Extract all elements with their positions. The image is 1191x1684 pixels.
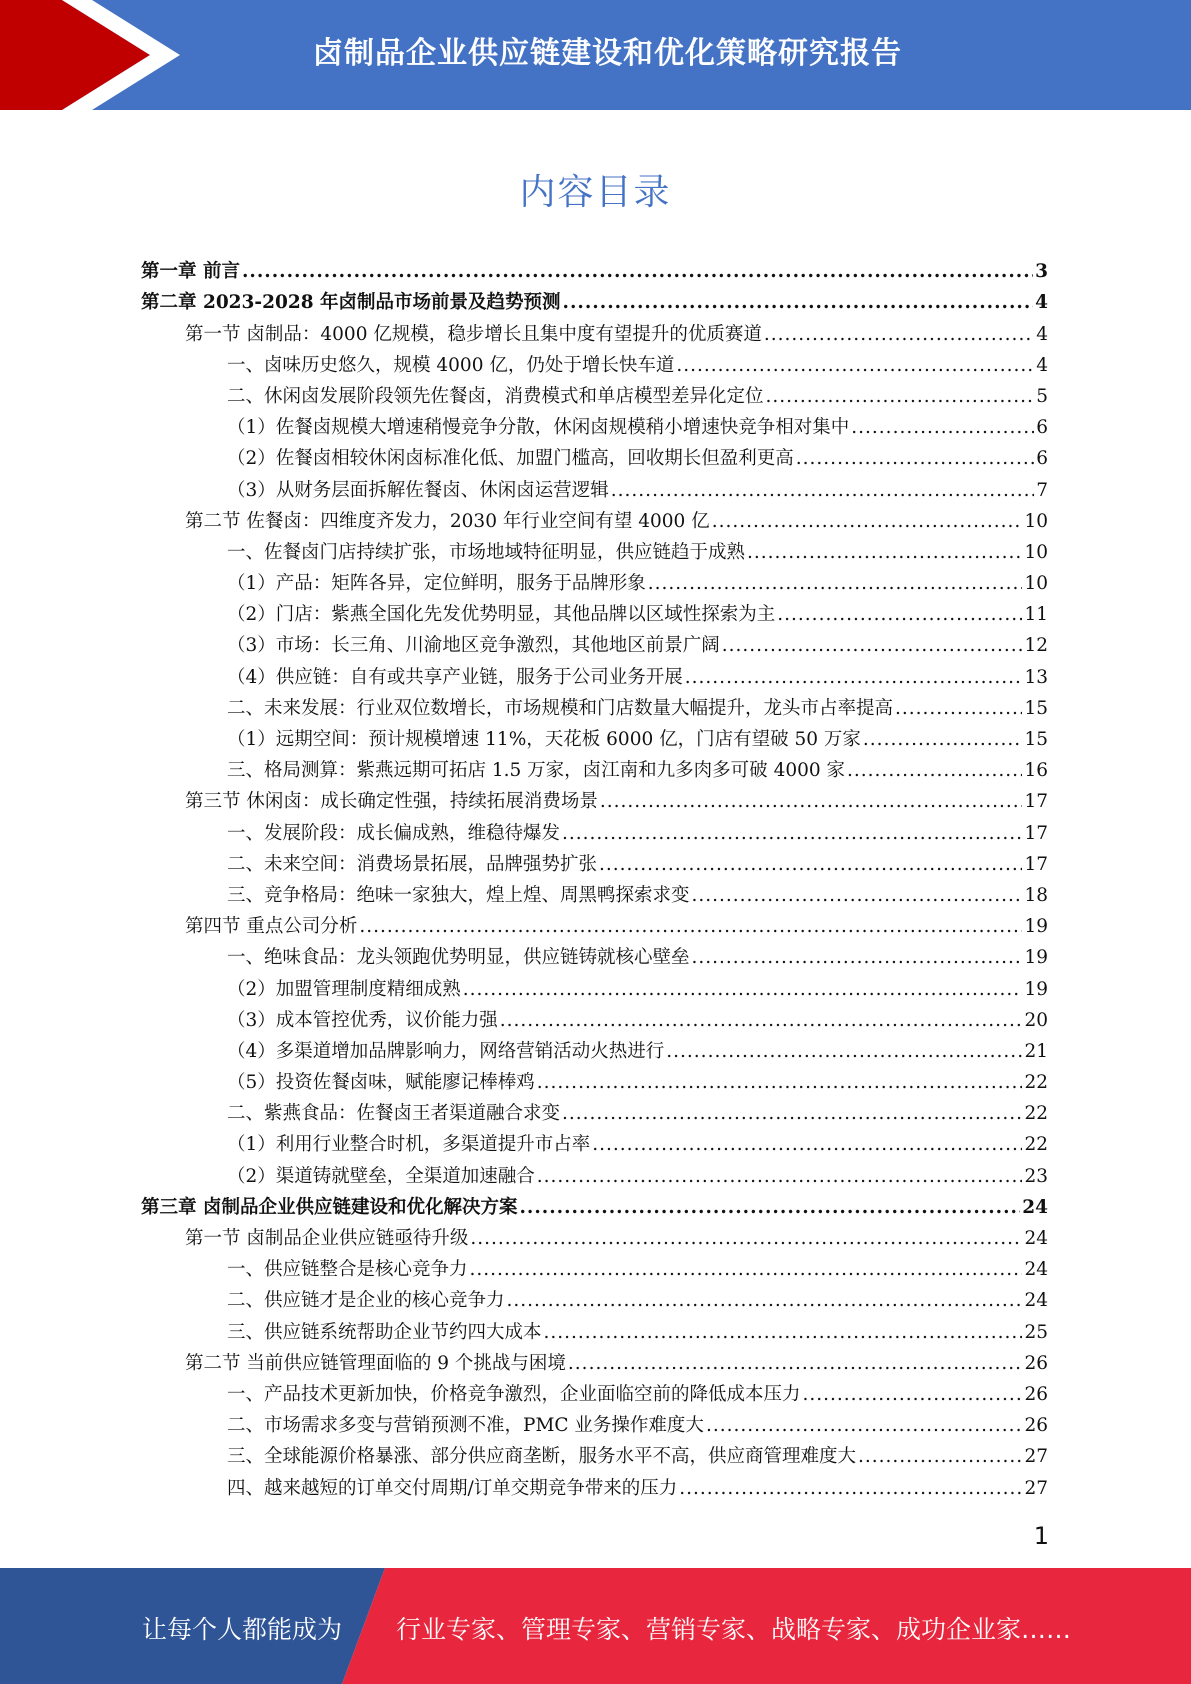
- toc-entry[interactable]: [141, 1281, 1048, 1312]
- toc-entry-text: （2）佐餐卤相较休闲卤标准化低、加盟门槛高，回收期长但盈利更高: [227, 448, 794, 470]
- toc-entry[interactable]: [141, 1250, 1048, 1281]
- toc-dot-leader: [599, 854, 1022, 876]
- toc-entry[interactable]: [141, 1375, 1048, 1406]
- toc-entry-text: 二、市场需求多变与营销预测不准，PMC 业务操作难度大: [227, 1415, 704, 1437]
- toc-entry[interactable]: [141, 1406, 1048, 1437]
- toc-dot-leader: [706, 1415, 1023, 1437]
- toc-entry-text: （3）成本管控优秀，议价能力强: [227, 1009, 498, 1031]
- toc-entry-page: 4: [1035, 292, 1048, 314]
- toc-entry-page: 6: [1036, 417, 1048, 439]
- toc-dot-leader: [692, 885, 1023, 907]
- toc-entry-page: 25: [1024, 1321, 1048, 1343]
- toc-entry-text: 一、佐餐卤门店持续扩张，市场地域特征明显，供应链趋于成熟: [227, 541, 746, 563]
- toc-dot-leader: [507, 1290, 1023, 1312]
- toc-dot-leader: [666, 1041, 1022, 1063]
- toc-entry-page: 24: [1024, 1290, 1048, 1312]
- footer-slogan-left: 让每个人都能成为: [142, 1615, 343, 1644]
- toc-entry-page: 10: [1024, 541, 1048, 563]
- toc-dot-leader: [712, 511, 1023, 533]
- toc-entry-page: 27: [1024, 1446, 1048, 1468]
- toc-entry[interactable]: [141, 1001, 1048, 1032]
- toc-entry-text: 一、卤味历史悠久，规模 4000 亿，仍处于增长快车道: [227, 354, 675, 376]
- toc-entry-text: 第二章 2023-2028 年卤制品市场前景及趋势预测: [141, 292, 561, 314]
- toc-entry-page: 19: [1024, 947, 1048, 969]
- toc-entry-page: 21: [1024, 1040, 1048, 1062]
- toc-entry-page: 10: [1024, 510, 1048, 532]
- toc-entry-page: 13: [1024, 666, 1048, 688]
- toc-dot-leader: [648, 573, 1023, 595]
- toc-entry-page: 26: [1024, 1352, 1048, 1374]
- toc-entry-text: 第二节 佐餐卤：四维度齐发力，2030 年行业空间有望 4000 亿: [185, 510, 710, 532]
- toc-entry-text: 第三章 卤制品企业供应链建设和优化解决方案: [141, 1196, 518, 1218]
- toc-entry-text: （1）利用行业整合时机，多渠道提升市占率: [227, 1134, 591, 1156]
- toc-dot-leader: [563, 292, 1034, 314]
- toc-dot-leader: [470, 1259, 1023, 1281]
- toc-entry[interactable]: [141, 1063, 1048, 1094]
- toc-entry-page: 22: [1024, 1103, 1048, 1125]
- toc-entry-text: 二、休闲卤发展阶段领先佐餐卤，消费模式和单店模型差异化定位: [227, 385, 764, 407]
- toc-entry[interactable]: [141, 907, 1048, 938]
- toc-entry-text: 三、供应链系统帮助企业节约四大成本: [227, 1321, 542, 1343]
- toc-entry-text: （3）市场：长三角、川渝地区竞争激烈，其他地区前景广阔: [227, 635, 720, 657]
- toc-entry-page: 24: [1024, 1228, 1048, 1249]
- toc-entry-page: 7: [1036, 479, 1048, 501]
- toc-entry-text: 三、全球能源价格暴涨、部分供应商垄断，服务水平不高，供应商管理难度大: [227, 1446, 857, 1468]
- toc-entry[interactable]: [141, 1094, 1048, 1125]
- toc-entry-page: 19: [1024, 916, 1048, 938]
- toc-entry-text: 二、未来发展：行业双位数增长，市场规模和门店数量大幅提升，龙头市占率提高: [227, 697, 894, 719]
- toc-dot-leader: [562, 1103, 1022, 1125]
- toc-dot-leader: [470, 1228, 1022, 1250]
- toc-entry-page: 4: [1036, 354, 1048, 376]
- toc-entry-page: 19: [1024, 978, 1048, 1000]
- toc-entry[interactable]: [141, 408, 1048, 439]
- toc-entry-page: 17: [1024, 822, 1048, 844]
- page-number: 1: [1033, 1522, 1049, 1550]
- toc-entry-text: 三、格局测算：紫燕远期可拓店 1.5 万家，卤江南和九多肉多可破 4000 家: [227, 760, 846, 782]
- toc-entry-page: 5: [1036, 385, 1048, 407]
- toc-dot-leader: [463, 979, 1023, 1001]
- toc-entry[interactable]: [141, 751, 1048, 782]
- toc-entry[interactable]: [141, 470, 1048, 501]
- toc-dot-leader: [747, 542, 1022, 564]
- toc-entry-page: 22: [1024, 1134, 1048, 1156]
- toc-entry-text: （3）从财务层面拆解佐餐卤、休闲卤运营逻辑: [227, 479, 609, 501]
- toc-entry-text: 一、供应链整合是核心竞争力: [227, 1259, 468, 1281]
- toc-dot-leader: [796, 448, 1034, 470]
- toc-entry[interactable]: [141, 1188, 1048, 1219]
- toc-entry[interactable]: [141, 377, 1048, 408]
- toc-entry-text: （2）渠道铸就壁垒，全渠道加速融合: [227, 1165, 535, 1187]
- toc-entry-text: 第四节 重点公司分析: [185, 916, 358, 938]
- toc-entry-text: （5）投资佐餐卤味，赋能廖记棒棒鸡: [227, 1072, 535, 1094]
- toc-entry[interactable]: [141, 876, 1048, 907]
- toc-entry[interactable]: [141, 595, 1048, 626]
- toc-entry-page: 26: [1024, 1383, 1048, 1405]
- toc-dot-leader: [519, 1197, 1020, 1219]
- toc-entry-text: （4）供应链：自有或共享产业链，服务于公司业务开展: [227, 666, 683, 688]
- toc-entry[interactable]: [141, 283, 1048, 314]
- toc-dot-leader: [537, 1166, 1023, 1188]
- toc-dot-leader: [242, 261, 1033, 283]
- toc-entry[interactable]: [141, 1219, 1048, 1250]
- toc-entry-text: 二、未来空间：消费场景拓展，品牌强势扩张: [227, 853, 598, 875]
- toc-entry[interactable]: [141, 1312, 1048, 1343]
- toc-entry[interactable]: [141, 346, 1048, 377]
- toc-dot-leader: [777, 604, 1022, 626]
- toc-entry[interactable]: [141, 252, 1048, 283]
- toc-entry[interactable]: [141, 657, 1048, 688]
- toc-dot-leader: [359, 916, 1022, 938]
- toc-entry[interactable]: [141, 564, 1048, 595]
- toc-entry[interactable]: [141, 1437, 1048, 1468]
- toc-entry-page: 10: [1024, 573, 1048, 595]
- toc-dot-leader: [764, 324, 1034, 346]
- toc-entry-text: 第一节 卤制品：4000 亿规模，稳步增长且集中度有望提升的优质赛道: [185, 323, 762, 345]
- toc-entry-text: （4）多渠道增加品牌影响力，网络营销活动火热进行: [227, 1040, 665, 1062]
- toc-entry-text: 一、发展阶段：成长偏成熟，维稳待爆发: [227, 822, 561, 844]
- table-of-contents: [141, 252, 1048, 1500]
- toc-dot-leader: [863, 729, 1023, 751]
- toc-entry[interactable]: [141, 533, 1048, 564]
- toc-dot-leader: [568, 1353, 1023, 1375]
- toc-entry[interactable]: [141, 938, 1048, 969]
- toc-dot-leader: [895, 698, 1022, 720]
- toc-entry-page: 17: [1024, 853, 1048, 875]
- toc-entry-text: （2）门店：紫燕全国化先发优势明显，其他品牌以区域性探索为主: [227, 604, 776, 626]
- toc-entry-page: 3: [1035, 261, 1048, 283]
- toc-entry[interactable]: [141, 626, 1048, 657]
- toc-entry-page: 17: [1024, 791, 1048, 813]
- toc-entry-page: 4: [1036, 323, 1048, 345]
- toc-entry[interactable]: [141, 782, 1048, 813]
- toc-entry-page: 6: [1036, 448, 1048, 470]
- toc-entry[interactable]: [141, 845, 1048, 876]
- toc-entry-text: （1）远期空间：预计规模增速 11%，天花板 6000 亿，门店有望破 50 万家: [227, 729, 861, 750]
- toc-dot-leader: [679, 1478, 1022, 1500]
- toc-dot-leader: [685, 667, 1023, 689]
- toc-entry[interactable]: [141, 969, 1048, 1000]
- toc-entry-page: 16: [1024, 760, 1048, 782]
- toc-entry-page: 12: [1024, 635, 1048, 657]
- toc-entry-page: 24: [1024, 1259, 1048, 1281]
- toc-dot-leader: [766, 386, 1035, 408]
- toc-dot-leader: [858, 1446, 1022, 1468]
- toc-dot-leader: [847, 760, 1022, 782]
- toc-entry-page: 11: [1024, 604, 1048, 626]
- toc-entry-text: （1）佐餐卤规模大增速稍慢竞争分散，休闲卤规模稍小增速快竞争相对集中: [227, 417, 850, 439]
- toc-dot-leader: [851, 417, 1034, 439]
- toc-entry[interactable]: [141, 1156, 1048, 1187]
- toc-entry-text: 一、绝味食品：龙头领跑优势明显，供应链铸就核心壁垒: [227, 947, 690, 969]
- toc-entry-text: （1）产品：矩阵各异，定位鲜明，服务于品牌形象: [227, 573, 646, 595]
- report-title: 卤制品企业供应链建设和优化策略研究报告: [313, 36, 902, 71]
- toc-entry-text: 三、竞争格局：绝味一家独大，煌上煌、周黑鸭探索求变: [227, 884, 690, 906]
- toc-entry[interactable]: [141, 813, 1048, 844]
- toc-entry-text: 一、产品技术更新加快，价格竞争激烈，企业面临空前的降低成本压力: [227, 1383, 801, 1405]
- toc-entry-text: 第二节 当前供应链管理面临的 9 个挑战与困境: [185, 1352, 566, 1374]
- toc-entry[interactable]: [141, 1032, 1048, 1063]
- toc-dot-leader: [722, 635, 1023, 657]
- toc-entry-page: 26: [1024, 1415, 1048, 1437]
- toc-dot-leader: [676, 355, 1034, 377]
- toc-title: 内容目录: [519, 172, 672, 213]
- footer-slogan-right: 行业专家、管理专家、营销专家、战略专家、成功企业家……: [396, 1615, 1072, 1644]
- toc-dot-leader: [537, 1072, 1023, 1094]
- toc-entry-page: 23: [1024, 1165, 1048, 1187]
- toc-dot-leader: [692, 947, 1023, 969]
- report-header: [0, 0, 1191, 110]
- toc-entry[interactable]: [141, 1125, 1048, 1156]
- toc-entry-text: （2）加盟管理制度精细成熟: [227, 978, 461, 1000]
- toc-dot-leader: [562, 823, 1022, 845]
- toc-dot-leader: [592, 1134, 1022, 1156]
- toc-entry[interactable]: [141, 1344, 1048, 1375]
- toc-entry-text: 二、供应链才是企业的核心竞争力: [227, 1290, 505, 1312]
- toc-dot-leader: [803, 1384, 1023, 1406]
- toc-dot-leader: [500, 1010, 1023, 1032]
- toc-entry-page: 18: [1024, 884, 1048, 906]
- footer-banner: [0, 1568, 1191, 1684]
- toc-entry[interactable]: [141, 1468, 1048, 1499]
- toc-entry-page: 24: [1022, 1196, 1048, 1218]
- toc-entry-text: 第三节 休闲卤：成长确定性强，持续拓展消费场景: [185, 791, 598, 813]
- toc-entry-page: 20: [1024, 1009, 1048, 1031]
- toc-entry-page: 27: [1024, 1477, 1048, 1499]
- toc-entry-text: 第一章 前言: [141, 261, 240, 283]
- toc-entry[interactable]: [141, 720, 1048, 751]
- toc-entry-text: 第一节 卤制品企业供应链亟待升级: [185, 1228, 469, 1249]
- toc-entry-page: 22: [1024, 1072, 1048, 1094]
- toc-entry-page: 15: [1024, 697, 1048, 719]
- toc-entry-text: 二、紫燕食品：佐餐卤王者渠道融合求变: [227, 1103, 561, 1125]
- toc-dot-leader: [544, 1322, 1023, 1344]
- toc-entry[interactable]: [141, 502, 1048, 533]
- toc-dot-leader: [600, 791, 1023, 813]
- toc-dot-leader: [611, 480, 1034, 502]
- toc-entry-text: 四、越来越短的订单交付周期/订单交期竞争带来的压力: [227, 1477, 678, 1499]
- toc-entry[interactable]: [141, 314, 1048, 345]
- toc-entry[interactable]: [141, 689, 1048, 720]
- toc-entry[interactable]: [141, 439, 1048, 470]
- toc-entry-page: 15: [1024, 729, 1048, 750]
